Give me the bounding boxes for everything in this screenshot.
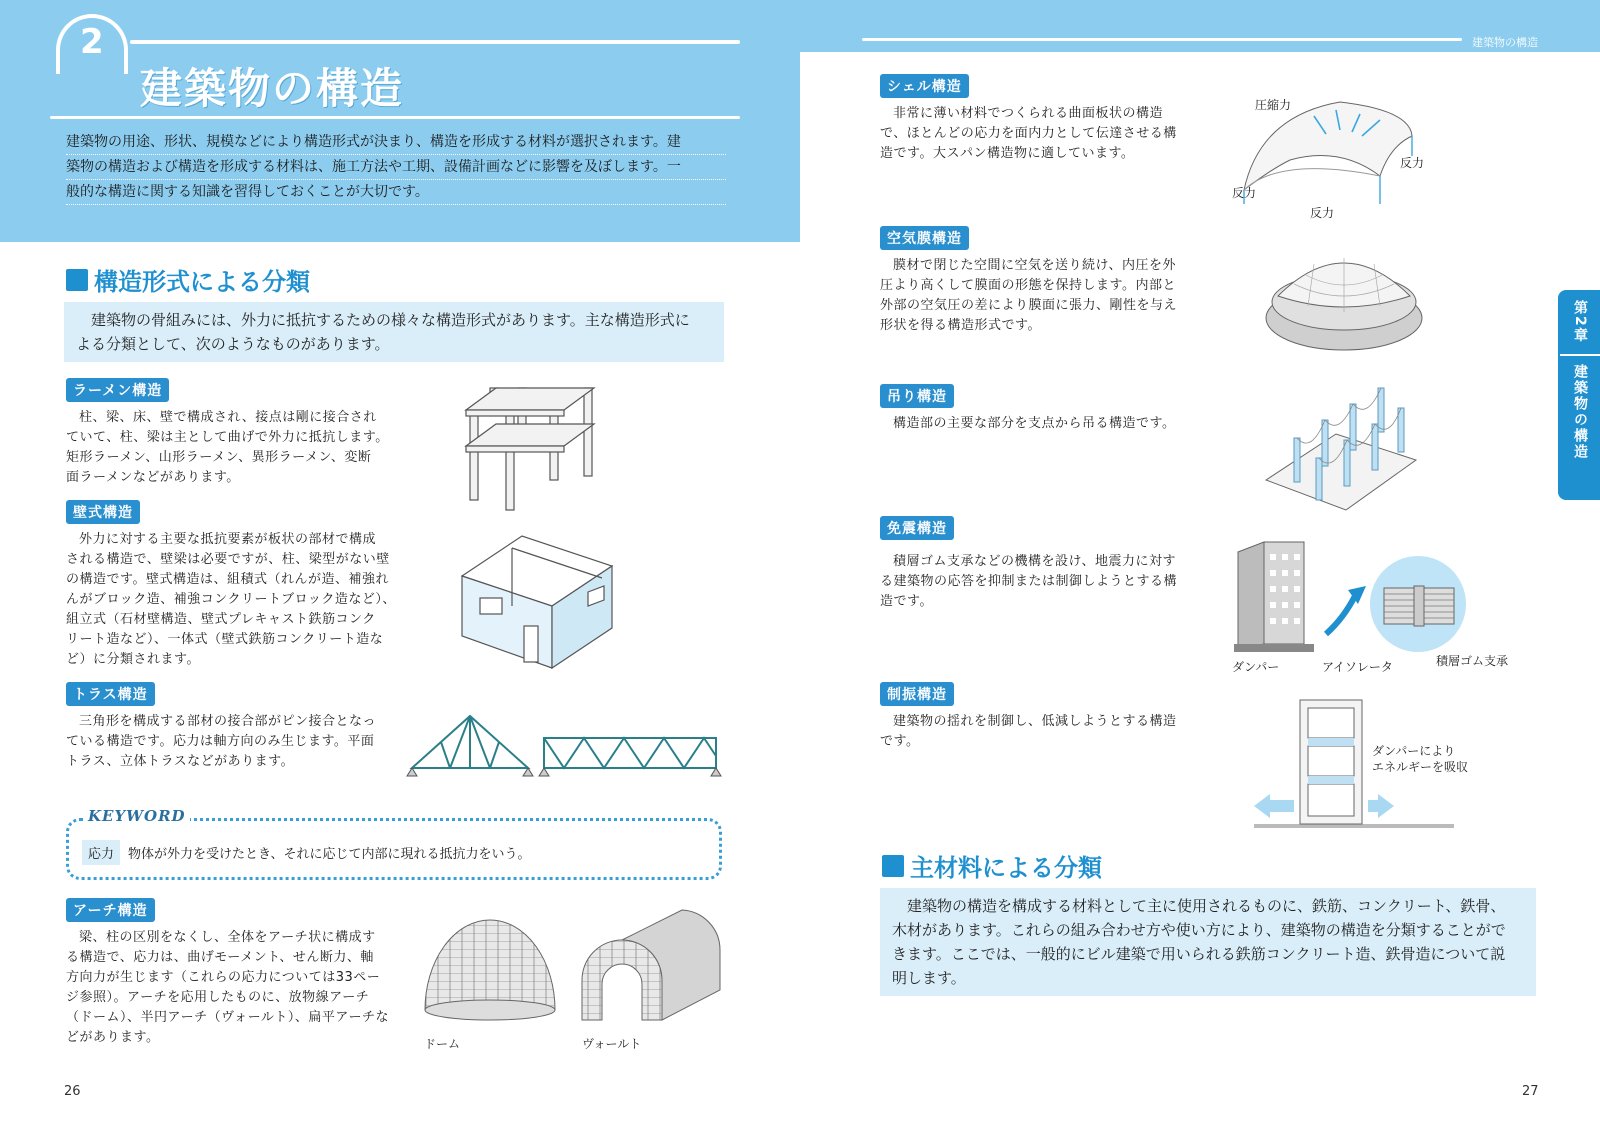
caption-reaction-left: 反力 [1232,186,1257,200]
text-membrane [880,256,1200,336]
seismic-isolation-illustration [1234,538,1504,658]
caption-rubber-bearing: 積層ゴム支承 [1436,654,1509,668]
keyword-title: KEYWORD [84,807,190,825]
text-line: 面ラーメンなどがあります。 [66,470,240,485]
caption-dome: ドーム [424,1037,461,1051]
text-line: 積層ゴム支承などの機構を設け、地震力に対す [893,554,1176,569]
header-rule-lower [50,116,740,119]
text-line: る構造で、応力は、曲げモーメント、せん断力、軸 [66,950,374,965]
text-line: 構造部の主要な部分を支点から吊る構造です。 [893,416,1176,431]
text-line: トラス、立体トラスなどがあります。 [66,754,295,769]
text-line: ていて、柱、梁は主として曲げで外力に抵抗します。 [66,430,389,445]
header-rule-right [862,38,1462,41]
text-line: 圧より高くして膜面の形態を保持します。内部と [880,278,1176,293]
heading-square-icon [66,269,88,291]
text-line: 方向力が生じます（これらの応力については33ペー [66,970,381,985]
text-line: 三角形を構成する部材の接合部がピン接合となっ [79,714,377,729]
text-line: 造です。大スパン構造物に適しています。 [880,146,1135,161]
label-arch: アーチ構造 [66,898,155,922]
caption-isolator: アイソレータ [1322,660,1393,674]
label-membrane: 空気膜構造 [880,226,969,250]
text-line: 矩形ラーメン、山形ラーメン、異形ラーメン、変断 [66,450,372,465]
intro-line: 建築物の用途、形状、規模などにより構造形式が決まり、構造を形成する材料が選択されます。建 [66,130,726,155]
text-line: んがブロック造、補強コンクリートブロック造など）、 [66,592,396,607]
text-line: る建築物の応答を抑制または制御しようとする構 [880,574,1178,589]
intro-line: 般的な構造に関する知識を習得しておくことが大切です。 [66,180,726,205]
page-number-right: 27 [1522,1084,1539,1099]
text-line: （ドーム）、半円アーチ（ヴォールト）、扁平アーチな [66,1010,389,1025]
text-line: 建築物の揺れを制御し、低減しようとする構造 [893,714,1177,729]
text-suspension [880,414,1200,434]
text-line: 非常に薄い材料でつくられる曲面板状の構造 [893,106,1164,121]
text-line: リート造など）、一体式（壁式鉄筋コンクリート造な [66,632,384,647]
lead-line: きます。ここでは、一般的にビル建築で用いられる鉄筋コンクリート造、鉄骨造について説 [892,945,1506,963]
text-line: 外部の空気圧の差により膜面に張力、剛性を与え [880,298,1178,313]
label-wall: 壁式構造 [66,500,140,524]
caption-vault: ヴォールト [582,1037,642,1051]
text-isolation [880,552,1200,612]
dome-illustration [420,910,565,1030]
label-rahmen: ラーメン構造 [66,378,169,402]
text-line: 組立式（石材壁構造、壁式プレキャスト鉄筋コンク [66,612,376,627]
wall-structure-illustration [462,536,632,676]
caption-damper-energy-2: エネルギーを吸収 [1372,760,1469,774]
section-heading-structure-form [66,262,310,297]
section-lead-material [880,888,1536,996]
text-line: 柱、梁、床、壁で構成され、接点は剛に接合され [79,410,377,425]
keyword-term: 応力 [82,840,120,865]
label-shell: シェル構造 [880,74,969,98]
text-line: で、ほとんどの応力を面内力として伝達させる構 [880,126,1177,141]
caption-compression: 圧縮力 [1255,98,1292,112]
text-line: どがあります。 [66,1030,160,1045]
suspension-illustration [1266,384,1426,514]
keyword-definition: 物体が外力を受けたとき、それに応じて内部に現れる抵抗力をいう。 [128,847,531,862]
header-rule [130,40,740,44]
text-line: 造です。 [880,594,933,609]
rahmen-frame-illustration [460,380,610,520]
text-damping [880,712,1200,752]
heading-square-icon [882,855,904,877]
caption-damper: ダンパー [1232,660,1280,674]
side-tab-divider [1560,354,1600,356]
caption-reaction-right: 反力 [1400,156,1425,170]
label-damping: 制振構造 [880,682,954,706]
text-line: の構造です。壁式構造は、組積式（れんが造、補強れ [66,572,389,587]
section-lead [64,302,724,362]
page-title: 建築物の構造 [140,64,405,113]
chapter-number: 2 [80,22,104,62]
text-line: ど）に分類されます。 [66,652,200,667]
lead-line: 木材があります。これらの組み合わせ方や使い方により、建築物の構造を分類することがで [892,921,1506,939]
running-head: 建築物の構造 [1472,36,1538,49]
section-heading-material [882,848,1102,883]
label-isolation: 免震構造 [880,516,954,540]
text-line: 形状を得る構造形式です。 [880,318,1041,333]
side-tab-chapter: 第2章 [1572,300,1588,344]
intro-line: 築物の構造および構造を形成する材料は、施工方法や工期、設備計画などに影響を及ぼします。一 [66,155,726,180]
lead-line: 建築物の骨組みには、外力に抵抗するための様々な構造形式があります。主な構造形式に [91,311,690,329]
text-line: ている構造です。応力は軸方向のみ生じます。平面 [66,734,375,749]
air-membrane-illustration [1264,244,1424,354]
section-heading-text: 主材料による分類 [910,854,1102,882]
text-arch [66,928,406,1048]
text-line: 外力に対する主要な抵抗要素が板状の部材で構成 [79,532,377,547]
text-line: 梁、柱の区別をなくし、全体をアーチ状に構成す [79,930,376,945]
intro-text [66,130,726,205]
label-truss: トラス構造 [66,682,155,706]
lead-line: よる分類として、次のようなものがあります。 [76,335,390,353]
truss-illustration [410,712,720,782]
vault-illustration [582,910,722,1030]
text-line: 膜材で閉じた空間に空気を送り続け、内圧を外 [893,258,1176,273]
page-number-left: 26 [64,1084,81,1099]
caption-damper-energy-1: ダンパーにより [1372,744,1456,758]
text-line: される構造で、壁梁は必要ですが、柱、梁型がない壁 [66,552,390,567]
text-shell [880,104,1200,164]
lead-line: 建築物の構造を構成する材料として主に使用されるものに、鉄筋、コンクリート、鉄骨、 [907,897,1506,915]
caption-reaction-bottom: 反力 [1310,206,1335,220]
lead-line: 明します。 [892,969,966,987]
text-line: です。 [880,734,920,749]
text-truss [66,712,406,772]
text-rahmen [66,408,406,488]
section-heading-text: 構造形式による分類 [94,268,310,296]
side-tab-title: 建築物の構造 [1572,364,1588,460]
label-suspension: 吊り構造 [880,384,954,408]
text-wall [66,530,406,670]
text-line: ジ参照）。アーチを応用したものに、放物線アーチ [66,990,370,1005]
